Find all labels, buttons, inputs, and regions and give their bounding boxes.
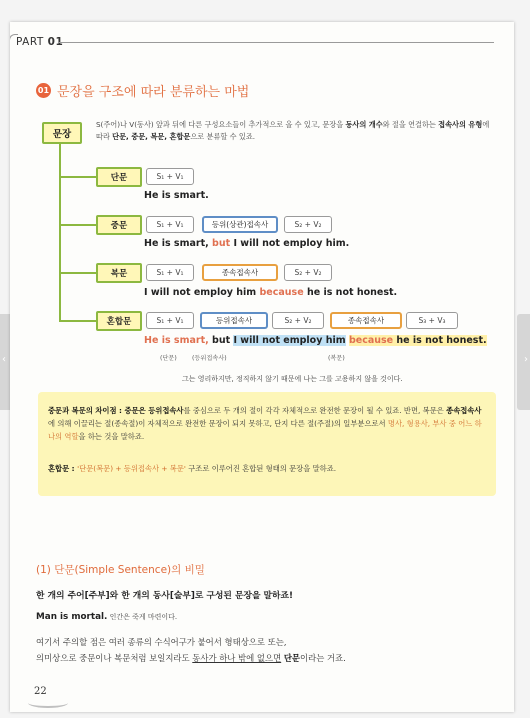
chevron-right-icon: › bbox=[524, 354, 528, 365]
note-box bbox=[38, 392, 496, 496]
mixed-s2: S₂ + V₂ bbox=[272, 312, 324, 329]
mixed-s3: S₃ + V₃ bbox=[406, 312, 458, 329]
mixed-translation: 그는 영리하지만, 정직하지 않기 때문에 나는 그를 고용하지 않을 것이다. bbox=[182, 375, 403, 383]
page-number: 22 bbox=[34, 686, 47, 697]
next-page-handle[interactable] bbox=[517, 314, 530, 410]
tree-trunk bbox=[59, 142, 61, 322]
compound-example: He is smart, but I will not employ him. bbox=[144, 238, 350, 249]
tree-branch bbox=[59, 320, 97, 322]
header-rule bbox=[58, 42, 494, 43]
mixed-conj2: 종속접속사 bbox=[330, 312, 402, 329]
section-title bbox=[36, 81, 249, 100]
compound-s2: S₂ + V₂ bbox=[284, 216, 332, 233]
mixed-note-conj: (등위접속사) bbox=[192, 355, 227, 362]
simple-example: He is smart. bbox=[144, 190, 209, 201]
tree-branch bbox=[59, 224, 97, 226]
mixed-note-simple: (단문) bbox=[160, 355, 177, 362]
book-page bbox=[10, 22, 514, 712]
mixed-note-complex: (복문) bbox=[328, 355, 345, 362]
complex-s2: S₂ + V₂ bbox=[284, 264, 332, 281]
complex-tag: 복문 bbox=[96, 263, 142, 283]
compound-conj: 등위(상관)접속사 bbox=[202, 216, 278, 233]
simple-s1: S₁ + V₁ bbox=[146, 168, 194, 185]
chevron-left-icon: ‹ bbox=[2, 354, 6, 365]
subsection-title: (1) 단문(Simple Sentence)의 비밀 bbox=[36, 564, 205, 576]
note-difference: 중문과 복문의 차이점 : 중문은 등위접속사를 중심으로 두 개의 절이 각각 자체적으로 완전한 문장이 될 수 있죠. 반면, 복문은 종속접속사에 의해 이끌리는 절(종속절)이 자체적으로 완전한 문장이 되지 못하고, 단지 다른 절(주절)의 일부분으로서 명사, 형용사, 부사 중 어느 하나의 역할을 하는 것을 말하죠. bbox=[48, 406, 482, 441]
mixed-tag: 혼합문 bbox=[96, 311, 142, 331]
part-header: PART 01 bbox=[16, 36, 64, 48]
body-paragraph: 여기서 주의할 점은 여러 종류의 수식어구가 붙어서 형태상으로 또는, 의미상으로 중문이나 복문처럼 보일지라도 동사가 하나 밖에 없으면 단문이라는 거죠. bbox=[36, 637, 346, 663]
tree-branch bbox=[59, 176, 97, 178]
definition-line: 한 개의 주어[주부]와 한 개의 동사[술부]로 구성된 문장을 말하죠! bbox=[36, 591, 294, 601]
compound-tag: 중문 bbox=[96, 215, 142, 235]
tree-branch bbox=[59, 272, 97, 274]
section-heading: 문장을 구조에 따라 분류하는 마법 bbox=[57, 85, 250, 100]
complex-s1: S₁ + V₁ bbox=[146, 264, 194, 281]
page-number-decoration bbox=[28, 698, 68, 708]
example-line: Man is mortal. 인간은 죽게 마련이다. bbox=[36, 612, 178, 622]
simple-tag: 단문 bbox=[96, 167, 142, 187]
section-number: 01 bbox=[36, 83, 51, 98]
note-mixed: 혼합문 : '단문(복문) + 등위접속사 + 복문' 구조로 이루어진 혼합된 형태의 문장을 말하죠. bbox=[48, 464, 337, 473]
intro-tag: 문장 bbox=[42, 122, 82, 144]
complex-conj: 종속접속사 bbox=[202, 264, 278, 281]
complex-example: I will not employ him because he is not honest. bbox=[144, 287, 398, 298]
mixed-conj1: 등위접속사 bbox=[200, 312, 268, 329]
mixed-example: He is smart, but I will not employ him because he is not honest. bbox=[144, 335, 487, 346]
compound-s1: S₁ + V₁ bbox=[146, 216, 194, 233]
intro-text: S(주어)나 V(동사) 앞과 뒤에 다른 구성요소들이 추가적으로 올 수 있고, 문장을 동사의 개수와 절을 연결하는 접속사의 유형에 따라 단문, 중문, 복문, 혼합문으로 분류할 수 있죠. bbox=[96, 120, 490, 141]
mixed-s1: S₁ + V₁ bbox=[146, 312, 194, 329]
